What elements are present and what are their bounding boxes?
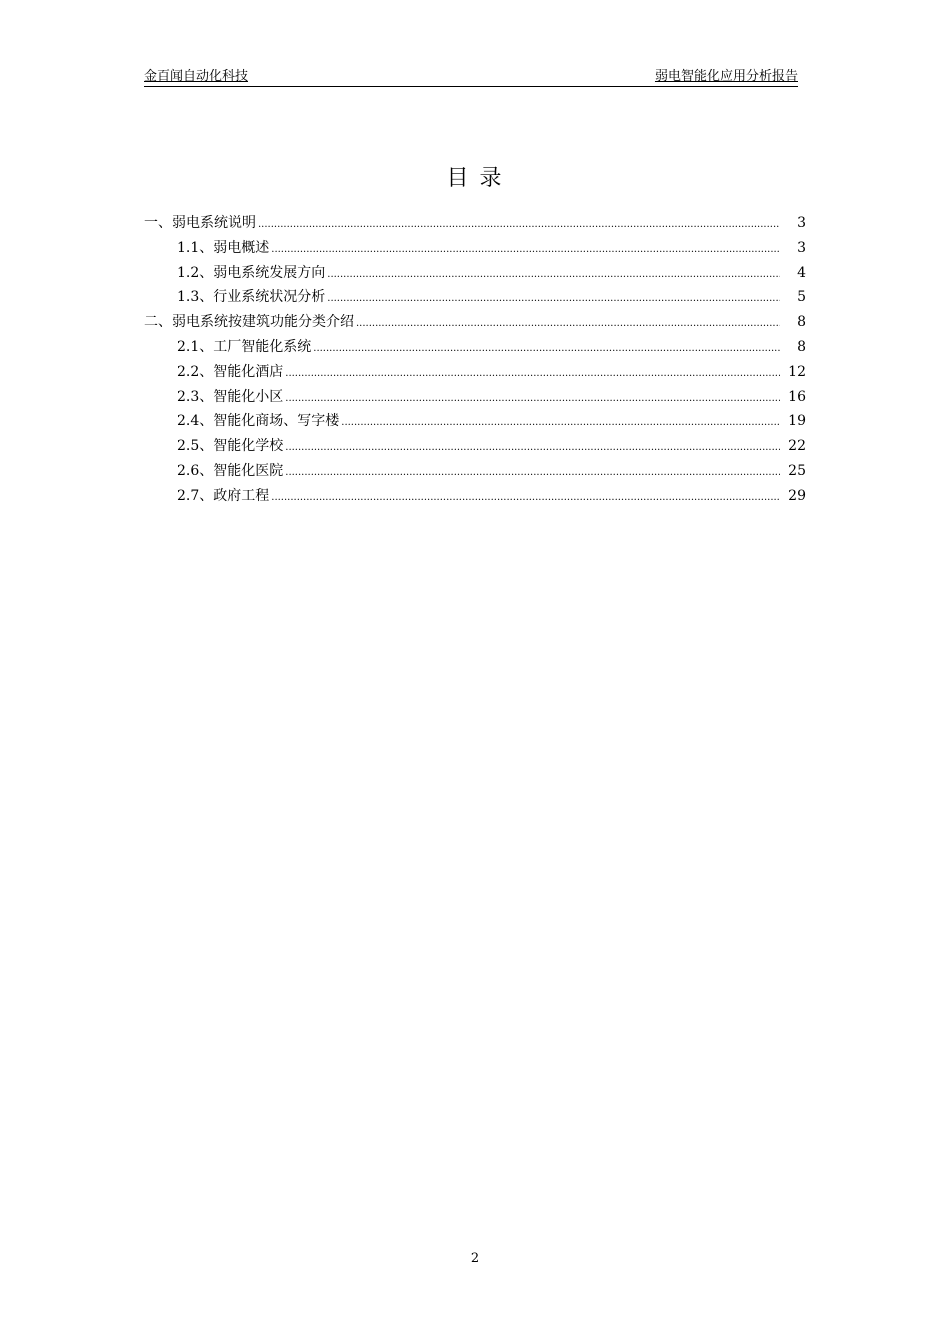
toc-entry-text: 二、弱电系统按建筑功能分类介绍 [144, 314, 354, 331]
toc-dot-leader [327, 287, 780, 312]
toc-entry-text: 2.7、政府工程 [177, 487, 270, 504]
toc-dot-leader [285, 436, 780, 461]
toc-entry[interactable] [144, 360, 806, 385]
header-company-name: 金百闻自动化科技 [144, 69, 249, 84]
toc-entry-page: 4 [797, 264, 806, 281]
toc-entry[interactable] [144, 434, 806, 459]
toc-entry-page: 25 [788, 462, 806, 479]
toc-entry-text: 2.3、智能化小区 [177, 388, 284, 405]
toc-dot-leader [258, 213, 780, 238]
toc-entry-page: 12 [788, 363, 806, 380]
toc-dot-leader [271, 238, 780, 263]
page-number: 2 [470, 1251, 480, 1266]
page-header [144, 70, 798, 87]
toc-entry-page: 22 [788, 438, 806, 455]
toc-entry-text: 1.2、弱电系统发展方向 [177, 264, 326, 281]
toc-dot-leader [356, 312, 780, 337]
toc-entry-page: 3 [797, 239, 806, 256]
toc-entry[interactable] [144, 211, 806, 236]
toc-entry[interactable] [144, 484, 806, 509]
header-report-title: 弱电智能化应用分析报告 [654, 69, 798, 84]
toc-entry-text: 2.2、智能化酒店 [177, 363, 284, 380]
toc-entry[interactable] [144, 409, 806, 434]
toc-entry-text: 一、弱电系统说明 [144, 215, 256, 231]
table-of-contents [144, 211, 806, 509]
toc-entry[interactable] [144, 261, 806, 286]
toc-entry-page: 19 [788, 413, 806, 430]
toc-dot-leader [285, 362, 780, 387]
toc-entry-page: 29 [788, 487, 806, 504]
toc-dot-leader [313, 337, 780, 362]
toc-entry[interactable] [144, 310, 806, 335]
toc-entry-page: 5 [797, 289, 806, 306]
toc-entry-text: 2.5、智能化学校 [177, 438, 284, 455]
toc-entry-page: 8 [797, 314, 806, 331]
toc-entry[interactable] [144, 236, 806, 261]
toc-entry-text: 2.6、智能化医院 [177, 462, 284, 479]
toc-entry-page: 16 [788, 388, 806, 405]
toc-entry[interactable] [144, 335, 806, 360]
toc-entry[interactable] [144, 459, 806, 484]
toc-dot-leader [285, 387, 780, 412]
toc-entry-text: 2.4、智能化商场、写字楼 [177, 413, 340, 430]
toc-entry-page: 8 [797, 338, 806, 355]
toc-dot-leader [285, 461, 780, 486]
toc-entry[interactable] [144, 385, 806, 410]
toc-entry[interactable] [144, 285, 806, 310]
toc-title: 目 录 [446, 166, 504, 191]
toc-dot-leader [271, 486, 780, 511]
toc-entry-text: 1.3、行业系统状况分析 [177, 289, 326, 306]
toc-entry-page: 3 [797, 215, 806, 231]
toc-entry-text: 2.1、工厂智能化系统 [177, 338, 312, 355]
toc-dot-leader [327, 263, 780, 288]
toc-entry-text: 1.1、弱电概述 [177, 239, 270, 256]
toc-dot-leader [341, 411, 780, 436]
